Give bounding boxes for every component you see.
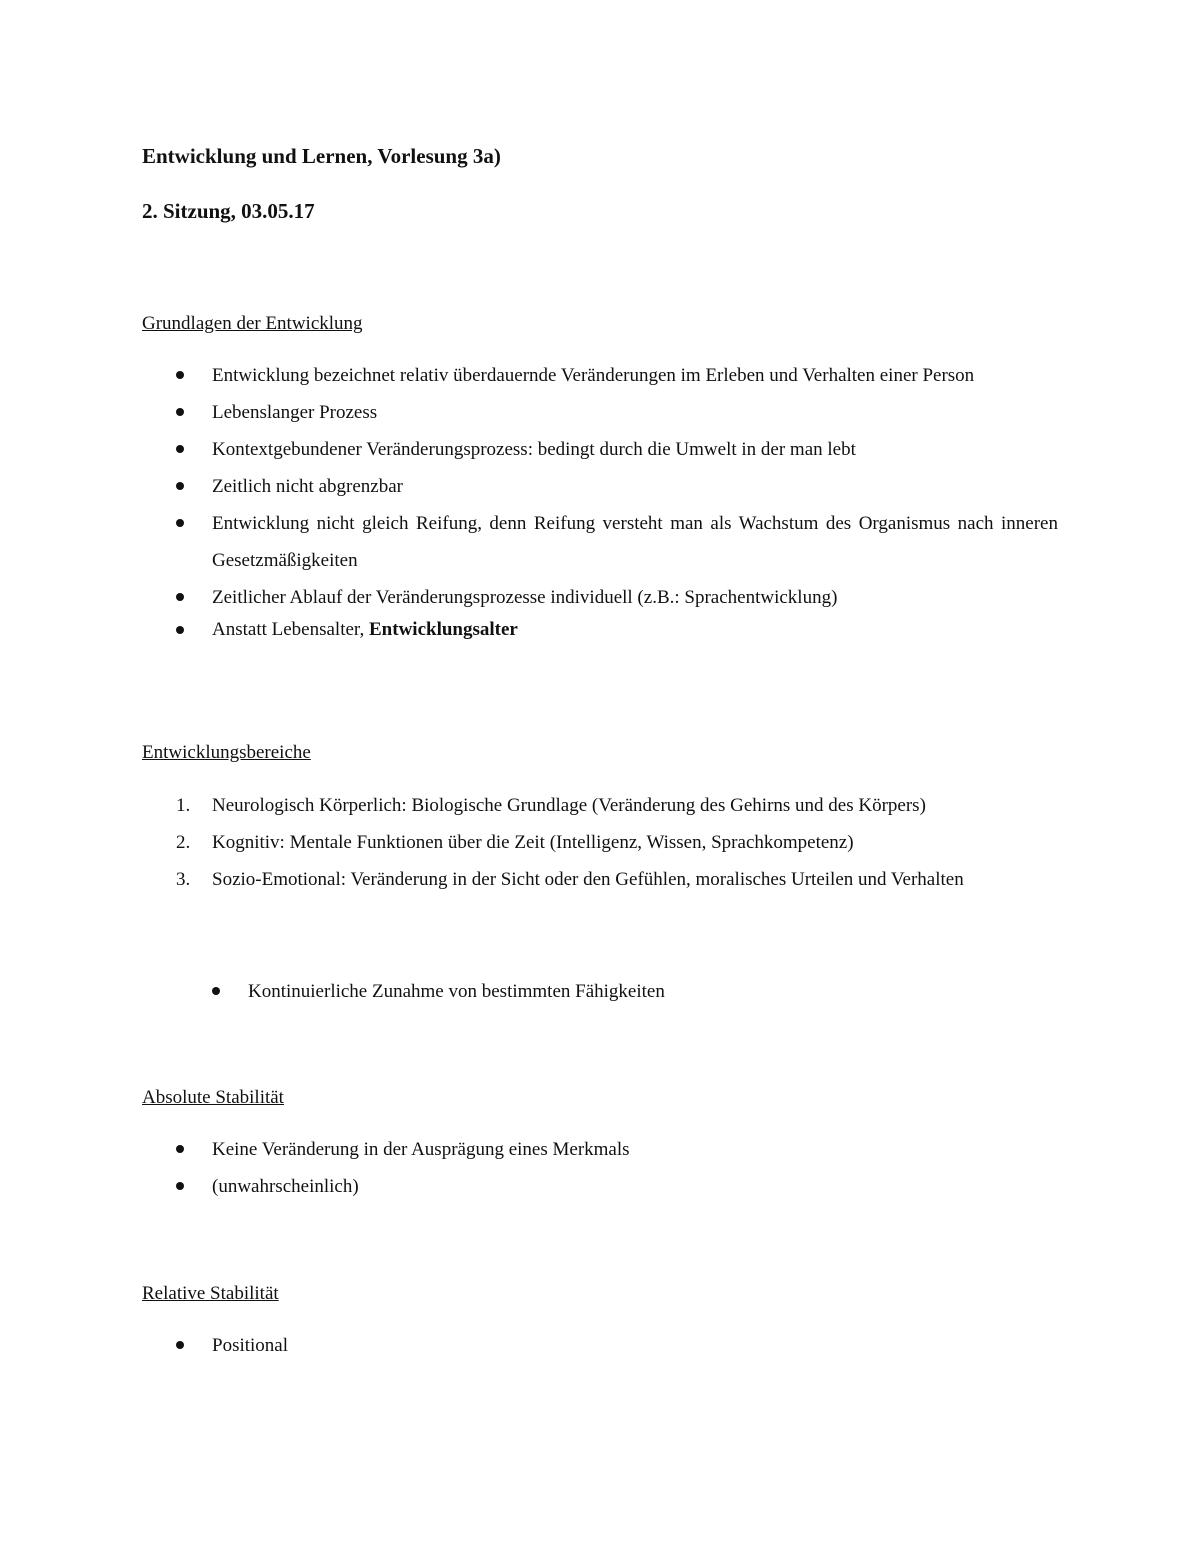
list-item-text: Sozio-Emotional: Veränderung in der Sicht oder den Gefühlen, moralisches Urteilen und Verhalten xyxy=(212,869,964,890)
bullet-icon xyxy=(176,1341,184,1349)
absolute-list xyxy=(142,1131,1058,1205)
bullet-icon xyxy=(176,1182,184,1190)
list-item-text: Anstatt Lebensalter, xyxy=(212,619,369,640)
grundlagen-list xyxy=(142,357,1058,644)
list-number: 3. xyxy=(176,869,191,890)
bullet-icon xyxy=(176,482,184,490)
bullet-icon xyxy=(176,1145,184,1153)
list-item-text: Positional xyxy=(212,1335,289,1356)
list-item-text: (unwahrscheinlich) xyxy=(212,1176,359,1197)
list-item xyxy=(142,505,1058,579)
list-number: 2. xyxy=(176,832,191,853)
list-item-text: Zeitlicher Ablauf der Veränderungsprozesse individuell (z.B.: Sprachentwicklung) xyxy=(212,587,838,608)
list-item xyxy=(142,1131,1058,1168)
heading-absolute-stabilitaet: Absolute Stabilität xyxy=(142,1087,284,1108)
heading-bereiche: Entwicklungsbereiche xyxy=(142,742,311,763)
list-item-text: Kontextgebundener Veränderungsprozess: bedingt durch die Umwelt in der man lebt xyxy=(212,439,856,460)
list-item xyxy=(142,394,1058,431)
bullet-icon xyxy=(176,408,184,416)
list-item-text: Kontinuierliche Zunahme von bestimmten Fähigkeiten xyxy=(248,981,665,1002)
sub-list-item xyxy=(142,973,1058,1010)
list-item xyxy=(142,1168,1058,1205)
bullet-icon xyxy=(176,519,184,527)
bullet-icon xyxy=(176,593,184,601)
list-item xyxy=(142,1327,1058,1364)
numbered-item xyxy=(142,824,1058,861)
bullet-icon xyxy=(176,445,184,453)
list-item-bold-text: Entwicklungsalter xyxy=(369,619,518,640)
bereiche-list xyxy=(142,787,1058,898)
list-item-text: Kognitiv: Mentale Funktionen über die Zeit (Intelligenz, Wissen, Sprachkompetenz) xyxy=(212,832,854,853)
bullet-icon xyxy=(212,987,220,995)
list-item xyxy=(142,616,1058,644)
list-number: 1. xyxy=(176,795,191,816)
relative-list xyxy=(142,1327,1058,1364)
list-item-text: Zeitlich nicht abgrenzbar xyxy=(212,476,403,497)
bereiche-sublist xyxy=(142,973,1058,1010)
list-item-text: Neurologisch Körperlich: Biologische Grundlage (Veränderung des Gehirns und des Körpers) xyxy=(212,795,926,816)
list-item-text: Entwicklung bezeichnet relativ überdauernde Veränderungen im Erleben und Verhalten einer Person xyxy=(212,365,975,386)
bullet-icon xyxy=(176,371,184,379)
list-item-text: Entwicklung nicht gleich Reifung, denn Reifung versteht man als Wachstum des Organismus nach inneren Gesetzmäßigkeiten xyxy=(212,513,1058,571)
list-item-text: Lebenslanger Prozess xyxy=(212,402,378,423)
list-item xyxy=(142,357,1058,394)
document-title: Entwicklung und Lernen, Vorlesung 3a) xyxy=(142,144,501,168)
list-item xyxy=(142,431,1058,468)
list-item-text: Keine Veränderung in der Ausprägung eines Merkmals xyxy=(212,1139,630,1160)
list-item xyxy=(142,579,1058,616)
session-title: 2. Sitzung, 03.05.17 xyxy=(142,199,315,223)
heading-grundlagen: Grundlagen der Entwicklung xyxy=(142,313,363,334)
numbered-item xyxy=(142,787,1058,824)
list-item xyxy=(142,468,1058,505)
heading-relative-stabilitaet: Relative Stabilität xyxy=(142,1283,279,1304)
bullet-icon xyxy=(176,626,184,634)
numbered-item xyxy=(142,861,1058,898)
